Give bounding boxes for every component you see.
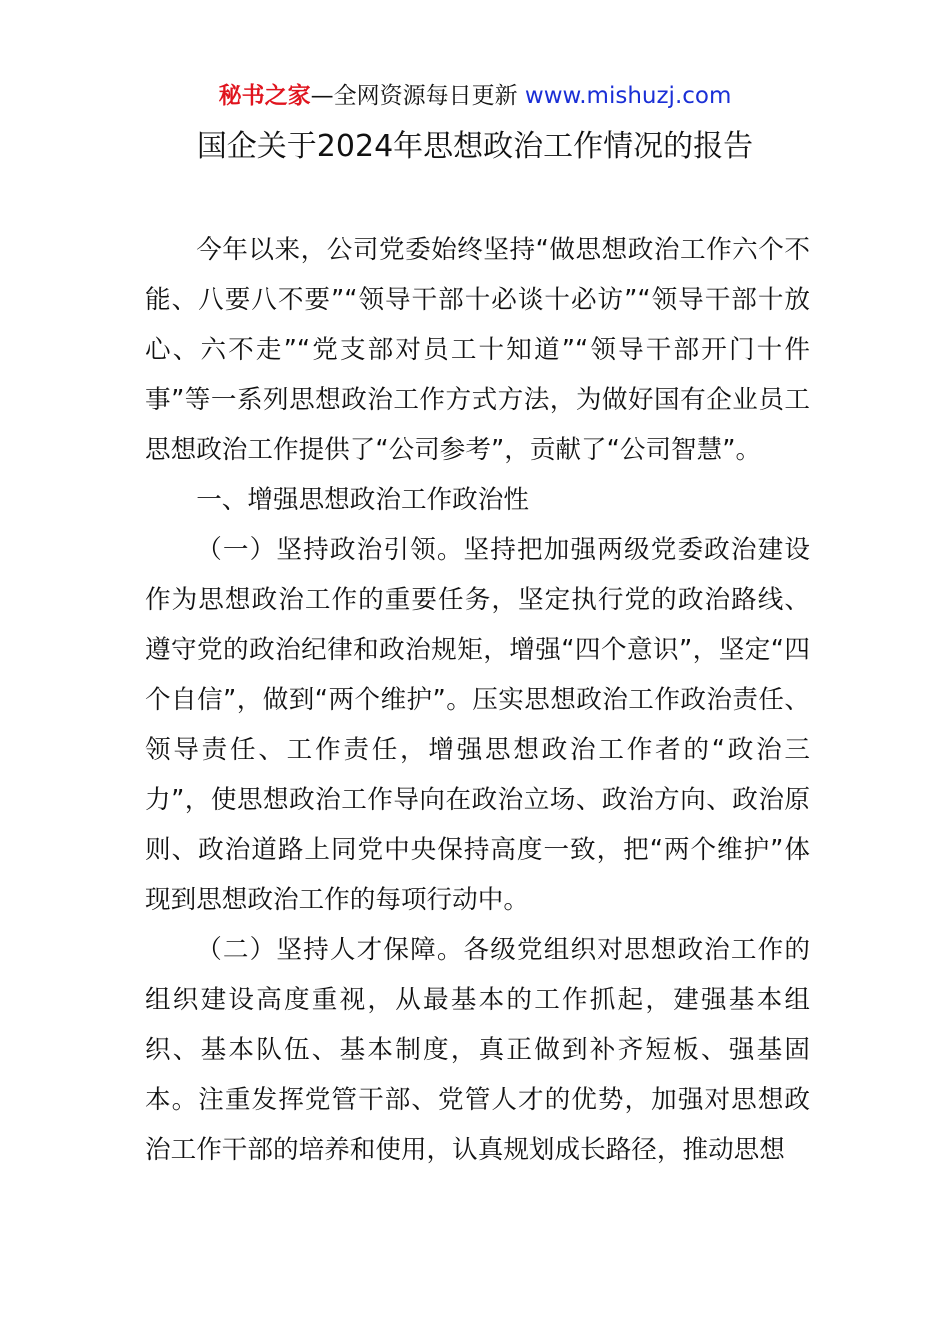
document-body — [145, 225, 810, 1175]
paragraph-talent-guarantee: （二）坚持人才保障。各级党组织对思想政治工作的组织建设高度重视，从最基本的工作抓起，建强基本组织、基本队伍、基本制度，真正做到补齐短板、强基固本。注重发挥党管干部、党管人才的优势，加强对思想政治工作干部的培养和使用，认真规划成长路径，推动思想 — [145, 935, 810, 1165]
brand-name: 秘书之家 — [218, 83, 311, 109]
paragraph-intro: 今年以来，公司党委始终坚持“做思想政治工作六个不能、八要八不要”“领导干部十必谈十必访”“领导干部十放心、六不走”“党支部对员工十知道”“领导干部开门十件事”等一系列思想政治工作方式方法，为做好国有企业员工思想政治工作提供了“公司参考”，贡献了“公司智慧”。 — [145, 235, 810, 465]
document-title: 国企关于2024年思想政治工作情况的报告 — [196, 129, 754, 164]
site-header — [0, 80, 950, 112]
header-tagline: —全网资源每日更新 — [310, 83, 525, 109]
section-heading: 一、增强思想政治工作政治性 — [196, 485, 529, 515]
paragraph-political-leadership: （一）坚持政治引领。坚持把加强两级党委政治建设作为思想政治工作的重要任务，坚定执行党的政治路线、遵守党的政治纪律和政治规矩，增强“四个意识”，坚定“四个自信”，做到“两个维护”。压实思想政治工作政治责任、领导责任、工作责任，增强思想政治工作者的“政治三力”，使思想政治工作导向在政治立场、政治方向、政治原则、政治道路上同党中央保持高度一致，把“两个维护”体现到思想政治工作的每项行动中。 — [145, 535, 810, 915]
site-url: www.mishuzj.com — [524, 83, 732, 109]
